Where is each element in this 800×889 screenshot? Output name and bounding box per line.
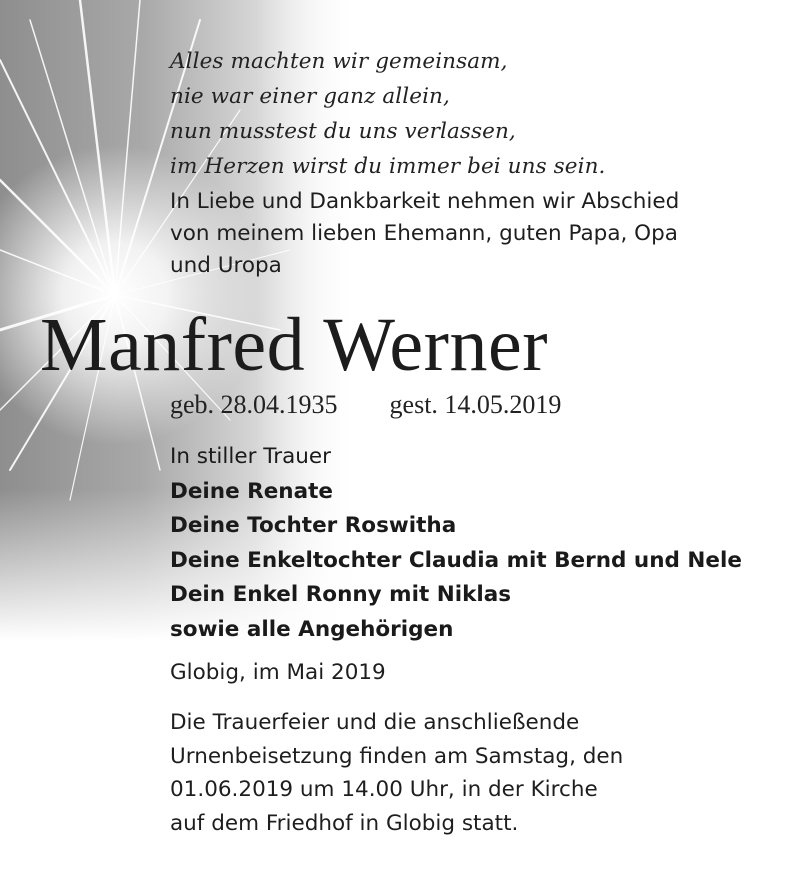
funeral-service-info	[170, 706, 790, 840]
intro-line: von meinem lieben Ehemann, guten Papa, Opa	[170, 221, 678, 246]
service-line: Die Trauerfeier und die anschließende	[170, 710, 580, 735]
mourner-name: Deine Renate	[170, 478, 333, 504]
intro-line: In Liebe und Dankbarkeit nehmen wir Abschied	[170, 189, 680, 214]
poem-line: im Herzen wirst du immer bei uns sein.	[170, 154, 606, 179]
intro-line: und Uropa	[170, 253, 282, 278]
deceased-name: Manfred Werner	[40, 303, 549, 387]
mourner-name: Dein Enkel Ronny mit Niklas	[170, 582, 512, 607]
service-line: 01.06.2019 um 14.00 Uhr, in der Kirche	[170, 777, 598, 802]
mourners-list	[170, 440, 790, 647]
poem-line: nun musstest du uns verlassen,	[170, 119, 516, 144]
service-line: auf dem Friedhof in Globig statt.	[170, 810, 519, 836]
service-line: Urnenbeisetzung finden am Samstag, den	[170, 743, 624, 769]
poem-line: nie war einer ganz allein,	[170, 84, 450, 109]
death-date: gest. 14.05.2019	[389, 390, 562, 419]
mourner-name: Deine Enkeltochter Claudia mit Bernd und Nele	[170, 547, 742, 573]
place-and-date: Globig, im Mai 2019	[170, 660, 386, 685]
farewell-intro	[170, 186, 790, 282]
poem-verse	[170, 44, 770, 184]
birth-date: geb. 28.04.1935	[170, 390, 338, 419]
mourner-name: sowie alle Angehörigen	[170, 616, 454, 642]
poem-line: Alles machten wir gemeinsam,	[170, 49, 508, 74]
life-dates	[170, 388, 561, 422]
mourning-heading: In stiller Trauer	[170, 444, 331, 469]
mourner-name: Deine Tochter Roswitha	[170, 513, 457, 538]
